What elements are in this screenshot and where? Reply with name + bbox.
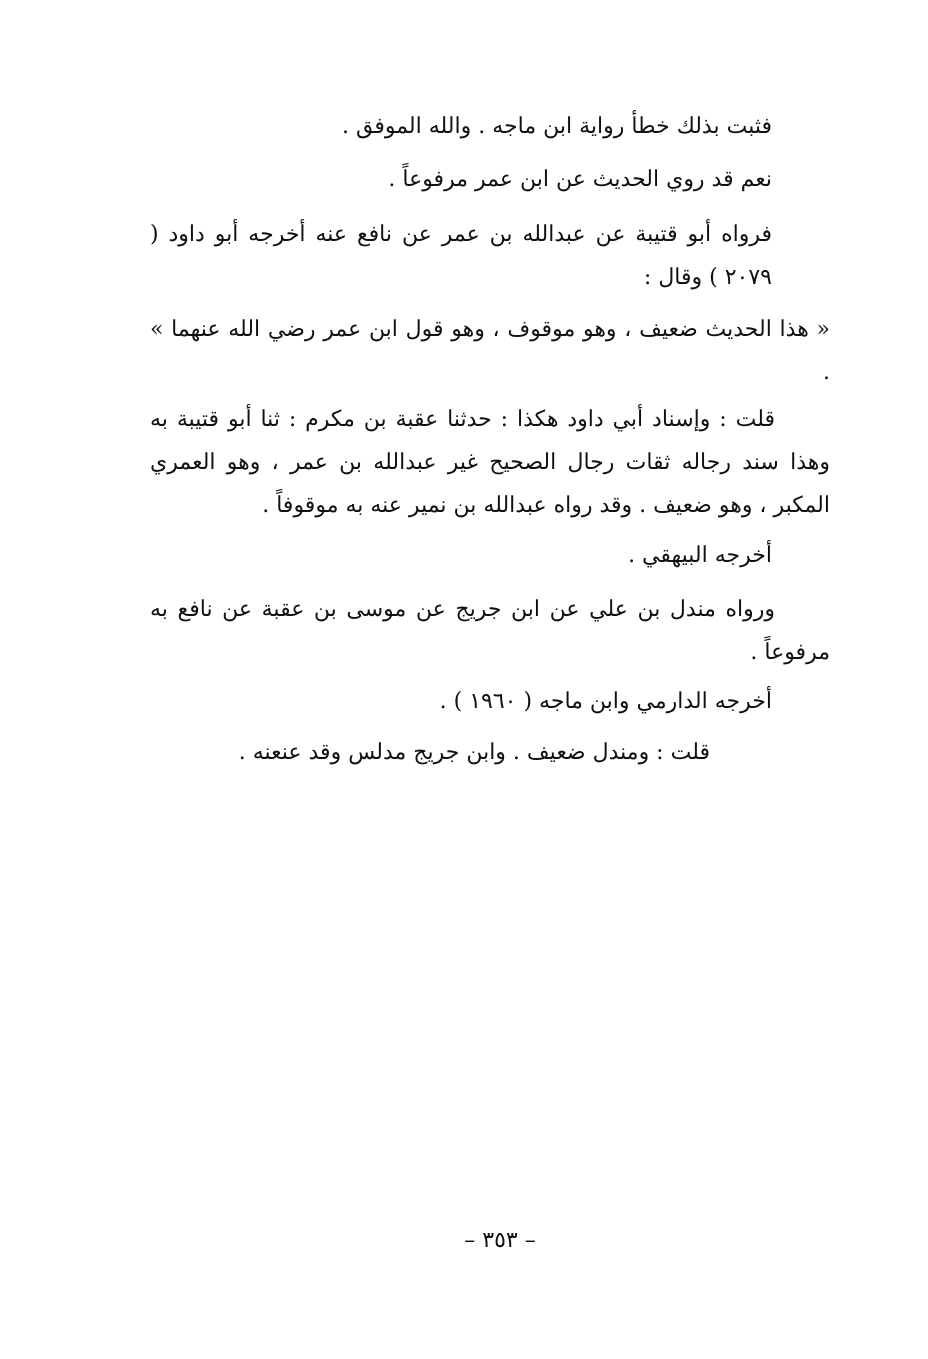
paragraph-3: فرواه أبو قتيبة عن عبدالله بن عمر عن نافع عنه أخرجه أبو داود ( ٢٠٧٩ ) وقال : (150, 222, 772, 290)
paragraph-4: « هذا الحديث ضعيف ، وهو موقوف ، وهو قول ابن عمر رضي الله عنهما » . (150, 317, 830, 385)
paragraph-2: نعم قد روي الحديث عن ابن عمر مرفوعاً . (388, 167, 772, 192)
paragraph-7: ورواه مندل بن علي عن ابن جريج عن موسى بن عقبة عن نافع به مرفوعاً . (150, 597, 830, 665)
paragraph-8: أخرجه الدارمي وابن ماجه ( ١٩٦٠ ) . (439, 689, 772, 714)
paragraph-6: أخرجه البيهقي . (628, 543, 772, 568)
page-number: – ٣٥٣ – (464, 1228, 536, 1253)
paragraph-5: قلت : وإسناد أبي داود هكذا : حدثنا عقبة بن مكرم : ثنا أبو قتيبة به وهذا سند رجاله ثقات رجال الصحيح غير عبدالله بن عمر ، وهو العمري المكبر ، وهو ضعيف . وقد رواه عبدالله بن نمير عنه به موقوفاً . (150, 407, 830, 518)
paragraph-1: فثبت بذلك خطأ رواية ابن ماجه . والله الموفق . (341, 114, 772, 139)
paragraph-9: قلت : ومندل ضعيف . وابن جريج مدلس وقد عنعنه . (238, 740, 710, 765)
